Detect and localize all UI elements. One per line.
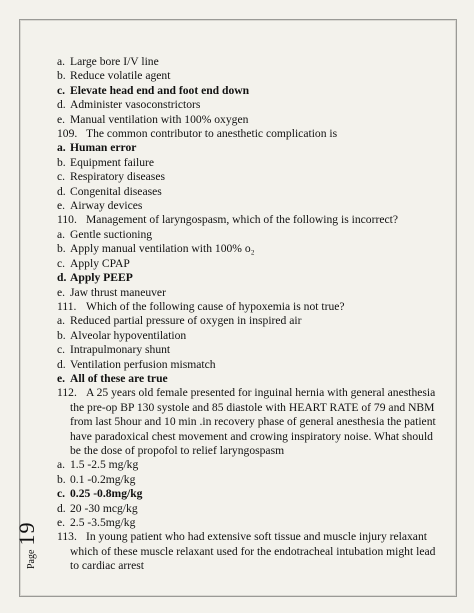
answer-option xyxy=(57,329,442,343)
option-text: Congenital diseases xyxy=(70,184,162,198)
option-letter: b. xyxy=(57,69,66,83)
option-text: Manual ventilation with 100% oxygen xyxy=(70,112,249,126)
option-letter: c. xyxy=(57,256,66,270)
option-letter: a. xyxy=(57,55,66,68)
option-letter: c. xyxy=(57,487,66,501)
option-text: 20 -30 mcg/kg xyxy=(70,501,138,515)
question-number: 110. xyxy=(57,213,77,227)
option-letter: d. xyxy=(57,184,66,198)
option-letter: d. xyxy=(57,501,66,515)
answer-option xyxy=(57,502,442,516)
option-letter: c. xyxy=(57,170,66,184)
answer-option xyxy=(57,141,442,155)
option-text: Human error xyxy=(70,141,137,155)
option-text: Administer vasoconstrictors xyxy=(70,98,201,112)
option-text: Elevate head end and foot end down xyxy=(70,83,250,97)
question xyxy=(57,530,442,573)
answer-option xyxy=(57,199,442,213)
page-number: 19 xyxy=(14,521,39,546)
answer-option xyxy=(57,228,442,242)
answer-option xyxy=(57,242,442,256)
option-letter: e. xyxy=(57,285,66,299)
answer-option xyxy=(57,55,442,69)
answer-option xyxy=(57,170,442,184)
page-word: Page xyxy=(26,549,37,569)
question xyxy=(57,386,442,458)
option-letter: a. xyxy=(57,458,66,472)
option-letter: a. xyxy=(57,141,66,155)
option-text: Gentle suctioning xyxy=(70,227,153,241)
option-letter: b. xyxy=(57,472,66,486)
question-text: Which of the following cause of hypoxemia is not true? xyxy=(86,299,345,313)
answer-option xyxy=(57,286,442,300)
option-text: Reduce volatile agent xyxy=(70,69,171,83)
answer-option xyxy=(57,257,442,271)
option-text: Alveolar hypoventilation xyxy=(70,328,187,342)
option-text: Intrapulmonary shunt xyxy=(70,343,171,357)
answer-option xyxy=(57,372,442,386)
answer-option xyxy=(57,69,442,83)
answer-option xyxy=(57,156,442,170)
question-text: The common contributor to anesthetic complication is xyxy=(86,127,338,141)
option-text: Apply manual ventilation with 100% o₂ xyxy=(70,242,255,256)
answer-option xyxy=(57,84,442,98)
option-letter: d. xyxy=(57,357,66,371)
option-text: Reduced partial pressure of oxygen in inspired air xyxy=(70,314,302,328)
answer-option xyxy=(57,487,442,501)
question-text: A 25 years old female presented for inguinal hernia with general anesthesia the pre-op BP 130 systole and 85 diastole with HEART RATE of 79 and NBM from last 5hour and 10 min .in recovery phase of general anesthesia the patient have paradoxical chest movement and crowing inspiratory noise. What should be the dose of propofol to relief laryngospasm xyxy=(70,386,436,457)
option-text: Jaw thrust maneuver xyxy=(70,285,166,299)
option-letter: e. xyxy=(57,199,66,213)
option-letter: a. xyxy=(57,314,66,328)
answer-option xyxy=(57,271,442,285)
question xyxy=(57,127,442,141)
question-list xyxy=(57,55,442,574)
question-number: 113. xyxy=(57,530,77,544)
option-text: 0.25 -0.8mg/kg xyxy=(70,487,143,501)
option-text: Airway devices xyxy=(70,199,143,213)
option-letter: b. xyxy=(57,328,66,342)
option-text: Ventilation perfusion mismatch xyxy=(70,357,216,371)
option-letter: e. xyxy=(57,112,66,126)
option-text: Respiratory diseases xyxy=(70,170,165,184)
option-text: Equipment failure xyxy=(70,155,155,169)
option-text: 1.5 -2.5 mg/kg xyxy=(70,458,139,472)
option-letter: c. xyxy=(57,83,66,97)
answer-option xyxy=(57,343,442,357)
option-text: Large bore I/V line xyxy=(70,55,159,68)
question xyxy=(57,213,442,227)
question-number: 109. xyxy=(57,127,78,141)
option-letter: e. xyxy=(57,516,66,529)
answer-option xyxy=(57,458,442,472)
option-text: Apply PEEP xyxy=(70,271,133,285)
question-text: Management of laryngospasm, which of the following is incorrect? xyxy=(86,213,398,227)
answer-option xyxy=(57,314,442,328)
option-text: 2.5 -3.5mg/kg xyxy=(70,516,136,529)
question-text: In young patient who had extensive soft tissue and muscle injury relaxant which of these muscle relaxant used for the endotracheal intubation might lead to cardiac arrest xyxy=(70,530,436,573)
option-letter: a. xyxy=(57,227,66,241)
option-letter: b. xyxy=(57,242,66,256)
option-text: All of these are true xyxy=(70,371,168,385)
answer-option xyxy=(57,516,442,530)
option-letter: e. xyxy=(57,371,66,385)
option-letter: d. xyxy=(57,98,66,112)
answer-option xyxy=(57,113,442,127)
option-letter: b. xyxy=(57,155,66,169)
question xyxy=(57,300,442,314)
page-number-label xyxy=(14,497,44,569)
answer-option xyxy=(57,358,442,372)
option-text: 0.1 -0.2mg/kg xyxy=(70,472,136,486)
answer-option xyxy=(57,185,442,199)
answer-option xyxy=(57,473,442,487)
option-letter: c. xyxy=(57,343,66,357)
option-letter: d. xyxy=(57,271,67,285)
question-number: 111. xyxy=(57,299,77,313)
answer-option xyxy=(57,98,442,112)
question-number: 112. xyxy=(57,386,77,400)
option-text: Apply CPAP xyxy=(70,256,130,270)
